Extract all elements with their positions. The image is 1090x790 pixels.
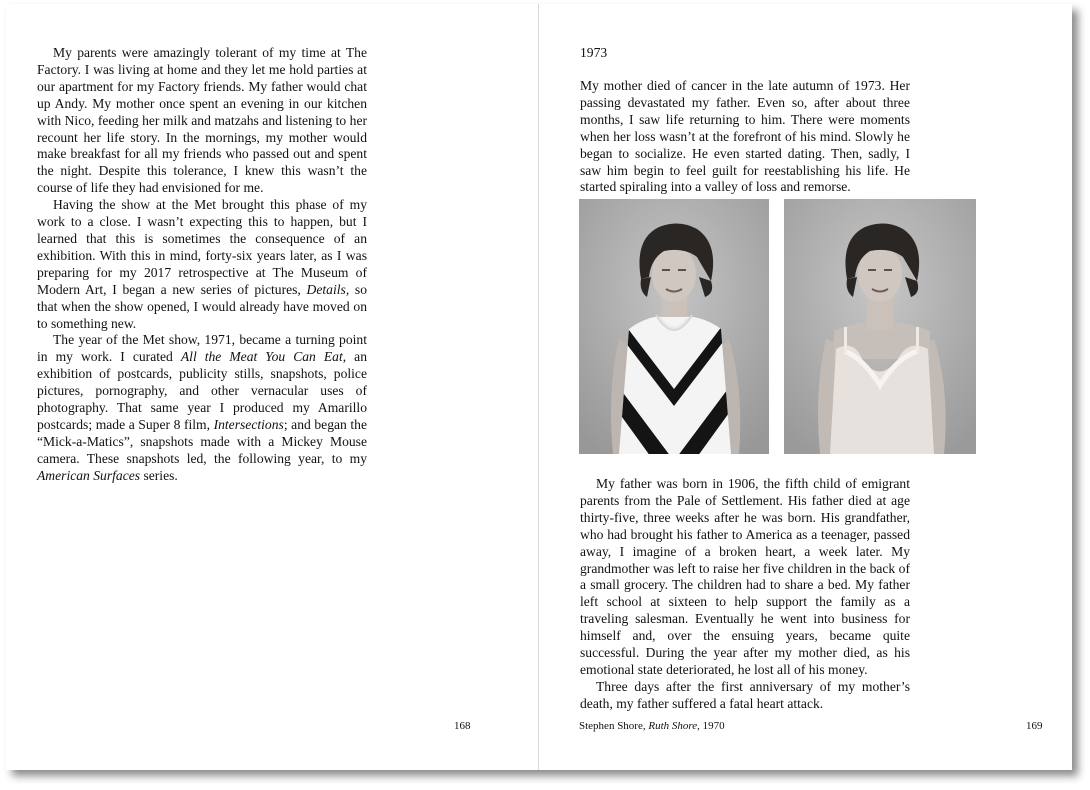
caption-year: , 1970	[697, 720, 725, 732]
right-page-body-top	[580, 78, 910, 196]
italic-title: Details	[306, 281, 346, 297]
paragraph: My mother died of cancer in the late autumn of 1973. Her passing devastated my father. Even so, after about three months, I saw life returning to him. There were moments when her loss wasn’t at the forefront of his mind. Slowly he began to socialize. He even started dating. Then, sadly, I saw him begin to feel guilt for reestablishing his life. He started spiraling into a valley of loss and remorse.	[580, 78, 910, 195]
italic-title: Intersections	[213, 416, 284, 432]
portrait-photo-slip	[784, 199, 976, 454]
text-run: ; and began the “Mick-a-Matics”, snapshots made with a Mickey Mouse camera. These snapshots led, the following year, to my	[37, 416, 367, 466]
right-page-body-bottom	[580, 476, 910, 713]
text-run: , so that when the show opened, I would already have moved on to something new.	[37, 281, 368, 331]
text-run: series.	[140, 467, 178, 483]
page-number: 169	[1026, 720, 1043, 732]
section-heading: 1973	[580, 45, 608, 60]
caption-title: Ruth Shore	[648, 720, 698, 732]
paragraph: My father was born in 1906, the fifth child of emigrant parents from the Pale of Settlement. His father died at age thirty-five, three weeks after he was born. His grandfather, who had brought his father to America as a teenager, passed away, I imagine of a broken heart, a week later. My grandmother was left to raise her five children in the back of a small grocery. The children had to share a bed. My father left school at sixteen to help support the family as a traveling salesman. Eventually he went into business for himself and, over the ensuing years, became quite successful. During the year after my mother died, as his emotional state deteriorated, he lost all of his money.	[580, 476, 910, 677]
portrait-photo-dress	[579, 199, 769, 454]
paragraph: My parents were amazingly tolerant of my time at The Factory. I was living at home and they let me hold parties at our apartment for my Factory friends. My father would chat up Andy. My mother once spent an evening in our kitchen with Nico, feeding her milk and matzahs and listening to her recount her life story. In the mornings, my mother would make breakfast for all my friends who passed out and spent the night. Despite this tolerance, I knew this wasn’t the course of life they had envisioned for me.	[37, 45, 367, 196]
page-number: 168	[454, 720, 471, 732]
photo-caption	[579, 720, 725, 732]
italic-title: American Surfaces	[37, 467, 141, 483]
book-spread	[6, 4, 1072, 770]
paragraph	[37, 197, 367, 332]
paragraph: Three days after the first anniversary of my mother’s death, my father suffered a fatal heart attack.	[580, 678, 910, 711]
left-page	[6, 4, 538, 770]
text-run: , an exhibition of postcards, publicity stills, snapshots, police pictures, pornography, and other vernacular uses of photography. That same year I produced my Amarillo postcards; made a Super 8 film,	[37, 349, 367, 432]
left-page-body	[37, 45, 367, 485]
paragraph	[37, 332, 367, 484]
text-run: The year of the Met show, 1971, became a turning point in my work. I curated	[37, 332, 367, 365]
right-page	[539, 4, 1072, 770]
italic-title: All the Meat You Can Eat	[180, 349, 343, 365]
text-run: Having the show at the Met brought this phase of my work to a close. I wasn’t expecting this to happen, but I learned that this is sometimes the consequence of an exhibition. With this in mind, forty-six years later, as I was preparing for my 2017 retrospective at The Museum of Modern Art, I began a new series of pictures,	[37, 197, 367, 297]
caption-author: Stephen Shore,	[579, 720, 649, 732]
